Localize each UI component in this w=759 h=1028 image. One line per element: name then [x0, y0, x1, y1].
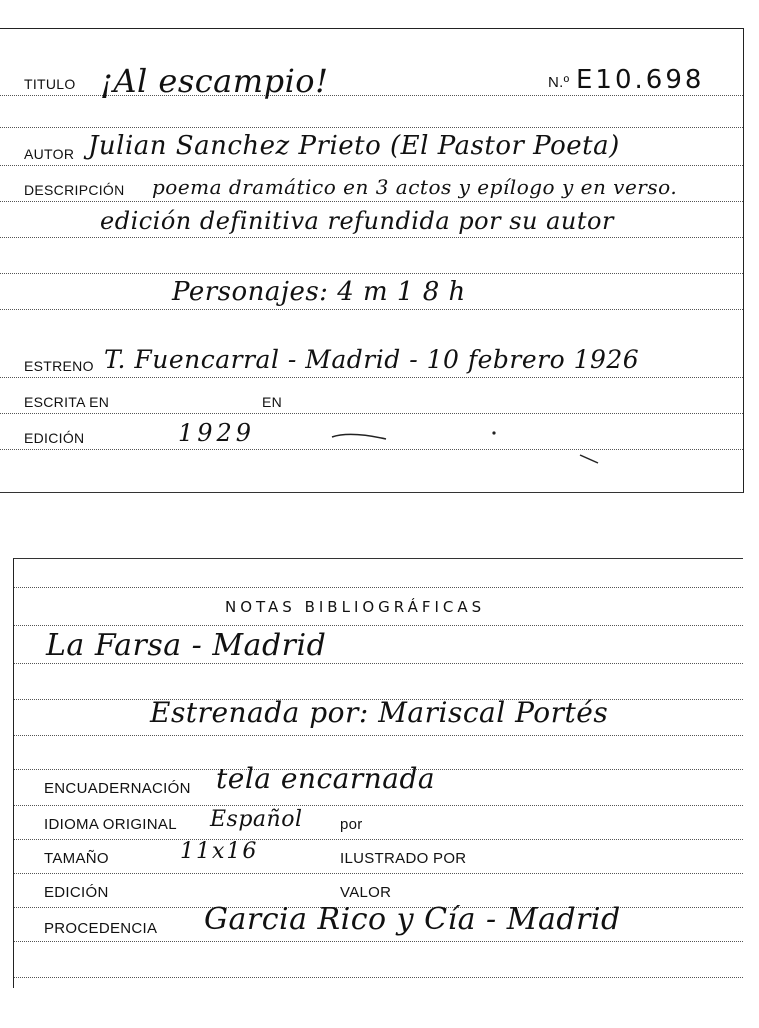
dotted-rule — [0, 413, 743, 414]
dotted-rule — [14, 735, 743, 736]
catalog-card-lower — [13, 558, 743, 988]
dotted-rule — [0, 309, 743, 310]
dotted-rule — [14, 977, 743, 978]
dotted-rule — [14, 839, 743, 840]
notas-heading: NOTAS BIBLIOGRÁFICAS — [225, 598, 486, 616]
dotted-rule — [0, 201, 743, 202]
encuadernacion-label: ENCUADERNACIÓN — [44, 780, 191, 797]
dotted-rule — [0, 377, 743, 378]
escrita-en-label: ESCRITA EN — [24, 394, 110, 410]
dotted-rule — [0, 165, 743, 166]
descripcion-line2: edición definitiva refundida por su autor — [100, 207, 614, 235]
idioma-value: Español — [210, 807, 303, 832]
personajes-note: Personajes: 4 m 1 8 h — [172, 277, 466, 307]
idioma-label: IDIOMA ORIGINAL — [44, 816, 177, 833]
procedencia-label: PROCEDENCIA — [44, 920, 158, 937]
numero-value: E10.698 — [576, 65, 705, 95]
tamano-value: 11x16 — [180, 839, 259, 864]
en-label: EN — [262, 394, 283, 410]
encuadernacion-value: tela encarnada — [216, 762, 436, 795]
ilustrado-label: ILUSTRADO POR — [340, 850, 467, 867]
autor-label: AUTOR — [24, 146, 75, 162]
por-label: por — [340, 816, 363, 833]
edicion-label: EDICIÓN — [24, 430, 85, 446]
procedencia-value: Garcia Rico y Cía - Madrid — [204, 902, 621, 937]
edicion-value: 1929 — [178, 419, 256, 447]
catalog-card-upper — [0, 28, 744, 493]
dotted-rule — [14, 663, 743, 664]
dotted-rule — [0, 273, 743, 274]
notas-line1: La Farsa - Madrid — [46, 628, 327, 663]
dotted-rule — [14, 873, 743, 874]
titulo-value: ¡Al escampio! — [100, 62, 329, 100]
pen-stroke-mark — [330, 429, 390, 443]
estreno-label: ESTRENO — [24, 358, 94, 374]
dotted-rule — [14, 805, 743, 806]
dotted-rule — [0, 127, 743, 128]
notas-line2: Estrenada por: Mariscal Portés — [150, 696, 609, 729]
titulo-label: TITULO — [24, 76, 76, 92]
tamano-label: TAMAÑO — [44, 850, 109, 867]
valor-label: VALOR — [340, 884, 392, 901]
descripcion-label: DESCRIPCIÓN — [24, 182, 125, 198]
numero-label: N.º — [548, 74, 570, 91]
pen-stroke-mark — [578, 453, 602, 467]
pen-dot-mark — [490, 429, 498, 437]
edicion-label: EDICIÓN — [44, 884, 109, 901]
dotted-rule — [0, 449, 743, 450]
descripcion-line1: poema dramático en 3 actos y epílogo y en verso. — [152, 175, 678, 199]
autor-value: Julian Sanchez Prieto (El Pastor Poeta) — [88, 131, 620, 161]
dotted-rule — [0, 237, 743, 238]
dotted-rule — [14, 587, 743, 588]
dotted-rule — [14, 941, 743, 942]
dotted-rule — [14, 625, 743, 626]
estreno-value: T. Fuencarral - Madrid - 10 febrero 1926 — [104, 345, 640, 374]
